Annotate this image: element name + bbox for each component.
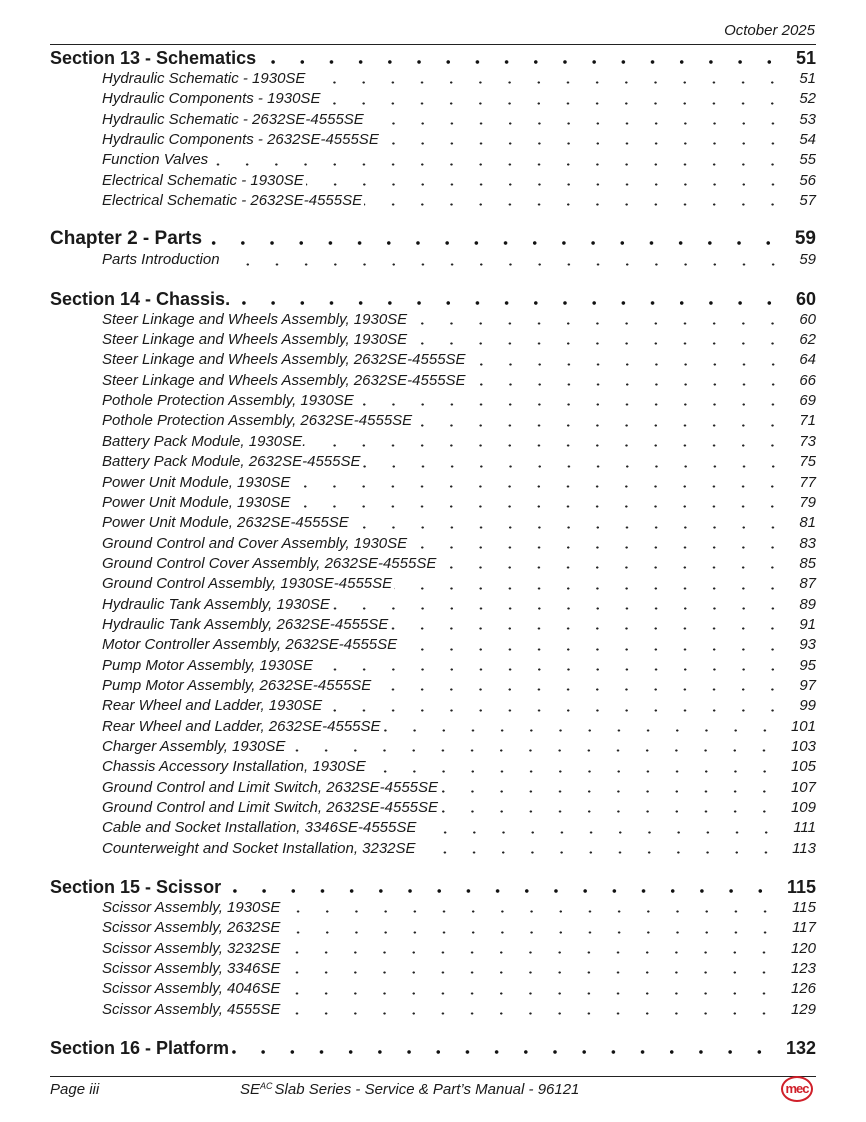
toc-entry-page: 107 (790, 778, 816, 796)
toc-entry-page: 53 (799, 110, 816, 128)
toc-entry-page: 129 (790, 1000, 816, 1018)
manual-superscript: AC (260, 1081, 273, 1091)
dot-leader (210, 150, 797, 170)
dot-leader (381, 130, 797, 150)
toc-entry[interactable] (50, 432, 816, 452)
toc-entry-title: Hydraulic Tank Assembly, 1930SE (102, 595, 330, 613)
toc-entry-page: 52 (799, 90, 816, 108)
dot-leader (223, 876, 785, 898)
section-heading-page: 132 (785, 1038, 816, 1059)
toc-entry-page: 56 (799, 171, 816, 189)
dot-leader (468, 350, 798, 370)
toc-entry-title: Scissor Assembly, 4555SE (102, 1000, 281, 1018)
dot-leader (366, 110, 798, 130)
toc-entry[interactable] (50, 371, 816, 391)
dot-leader (282, 939, 789, 959)
dot-leader (368, 757, 789, 777)
chapter-heading[interactable] (50, 228, 816, 250)
dot-leader (440, 778, 789, 798)
toc-entry-title: Function Valves (102, 151, 209, 169)
dot-leader (222, 250, 798, 270)
toc-entry-title: Pump Motor Assembly, 1930SE (102, 656, 313, 674)
section-heading-title: Section 13 - Schematics (50, 48, 257, 68)
toc-entry[interactable] (50, 110, 816, 130)
toc-entry-title: Electrical Schematic - 1930SE (102, 171, 304, 189)
dot-leader (231, 1037, 784, 1059)
footer-page-number: Page iii (50, 1081, 100, 1098)
toc-entry[interactable] (50, 615, 816, 635)
toc-entry[interactable] (50, 656, 816, 676)
toc-entry[interactable] (50, 959, 816, 979)
toc-entry-title: Ground Control and Limit Switch, 2632SE-4555SE (102, 778, 439, 796)
toc-entry[interactable] (50, 737, 816, 757)
toc-entry[interactable] (50, 89, 816, 109)
dot-leader (414, 411, 797, 431)
toc-entry-page: 77 (799, 473, 816, 491)
toc-entry-page: 81 (799, 514, 816, 532)
toc-entry-page: 113 (792, 839, 816, 857)
toc-entry-page: 111 (793, 819, 816, 837)
dot-leader (282, 1000, 789, 1020)
dot-leader (394, 574, 797, 594)
toc-entry-title: Steer Linkage and Wheels Assembly, 1930SE (102, 331, 408, 349)
toc-entry-page: 103 (790, 737, 816, 755)
toc-entry[interactable] (50, 696, 816, 716)
toc-entry-title: Chassis Accessory Installation, 1930SE (102, 758, 366, 776)
table-of-contents (50, 47, 816, 1059)
chapter-heading-title: Chapter 2 - Parts (50, 228, 203, 250)
toc-entry-page: 89 (799, 595, 816, 613)
dot-leader (306, 171, 798, 191)
dot-leader (409, 534, 797, 554)
dot-leader (383, 717, 789, 737)
toc-entry[interactable] (50, 150, 816, 170)
toc-entry[interactable] (50, 595, 816, 615)
dot-leader (292, 493, 797, 513)
dot-leader (282, 979, 789, 999)
toc-entry-page: 120 (790, 939, 816, 957)
toc-entry[interactable] (50, 939, 816, 959)
dot-leader (351, 513, 798, 533)
toc-entry-page: 117 (792, 919, 816, 937)
toc-entry-title: Rear Wheel and Ladder, 2632SE-4555SE (102, 717, 381, 735)
toc-entry[interactable] (50, 635, 816, 655)
toc-entry[interactable] (50, 250, 816, 270)
toc-entry-title: Ground Control and Cover Assembly, 1930SE (102, 534, 408, 552)
manual-prefix: SE (240, 1081, 261, 1098)
toc-entry-title: Pothole Protection Assembly, 2632SE-4555SE (102, 412, 413, 430)
section-heading-title: Section 16 - Platform (50, 1038, 230, 1059)
toc-entry[interactable] (50, 171, 816, 191)
toc-entry[interactable] (50, 534, 816, 554)
section-heading-title: Section 14 - Chassis. (50, 288, 231, 309)
toc-entry-page: 54 (799, 131, 816, 149)
toc-entry-page: 51 (799, 70, 816, 87)
toc-entry-page: 57 (799, 192, 816, 210)
section-heading[interactable] (50, 288, 816, 310)
header-rule (50, 44, 816, 45)
toc-entry-page: 97 (799, 676, 816, 694)
section-heading[interactable] (50, 47, 816, 69)
toc-entry-page: 79 (799, 493, 816, 511)
toc-entry-title: Cable and Socket Installation, 3346SE-4555SE (102, 819, 417, 837)
toc-entry-title: Power Unit Module, 1930SE (102, 473, 291, 491)
toc-entry-page: 95 (799, 656, 816, 674)
toc-entry-page: 71 (799, 412, 816, 430)
toc-entry-title: Scissor Assembly, 1930SE (102, 899, 281, 917)
dot-leader (399, 635, 797, 655)
toc-entry[interactable] (50, 676, 816, 696)
toc-entry-title: Power Unit Module, 2632SE-4555SE (102, 514, 349, 532)
section-heading-page: 51 (795, 48, 816, 68)
toc-entry[interactable] (50, 350, 816, 370)
toc-entry-title: Parts Introduction (102, 251, 220, 269)
dot-leader (409, 330, 797, 350)
toc-entry-page: 59 (799, 251, 816, 269)
toc-entry-title: Battery Pack Module, 1930SE. (102, 432, 307, 450)
toc-entry-page: 101 (790, 717, 816, 735)
toc-entry[interactable] (50, 757, 816, 777)
dot-leader (308, 432, 797, 452)
toc-entry-page: 66 (799, 371, 816, 389)
section-heading[interactable] (50, 876, 816, 898)
dot-leader (364, 191, 797, 211)
toc-entry-page: 126 (790, 980, 816, 998)
toc-entry[interactable] (50, 391, 816, 411)
toc-entry-title: Steer Linkage and Wheels Assembly, 2632SE-4555SE (102, 371, 466, 389)
manual-title: Slab Series - Service & Part’s Manual - 96121 (274, 1081, 580, 1098)
toc-entry-title: Motor Controller Assembly, 2632SE-4555SE (102, 636, 398, 654)
dot-leader (418, 839, 791, 859)
toc-entry-title: Electrical Schematic - 2632SE-4555SE (102, 192, 363, 210)
toc-entry-page: 62 (799, 331, 816, 349)
toc-entry-page: 73 (799, 432, 816, 450)
toc-entry[interactable] (50, 574, 816, 594)
toc-entry-title: Hydraulic Components - 1930SE (102, 90, 321, 108)
toc-entry-page: 91 (799, 615, 816, 633)
toc-entry[interactable] (50, 191, 816, 211)
toc-entry-title: Scissor Assembly, 3346SE (102, 960, 281, 978)
dot-leader (282, 918, 790, 938)
toc-entry-page: 105 (790, 758, 816, 776)
toc-entry-title: Hydraulic Schematic - 1930SE (102, 70, 306, 87)
toc-entry[interactable] (50, 839, 816, 859)
toc-entry[interactable] (50, 798, 816, 818)
toc-entry-title: Pump Motor Assembly, 2632SE-4555SE (102, 676, 372, 694)
toc-entry-page: 83 (799, 534, 816, 552)
header-date: October 2025 (724, 22, 815, 39)
toc-entry-title: Rear Wheel and Ladder, 1930SE (102, 697, 323, 715)
toc-entry[interactable] (50, 130, 816, 150)
dot-leader (390, 615, 797, 635)
dot-leader (332, 595, 797, 615)
footer-rule (50, 1076, 816, 1077)
toc-entry[interactable] (50, 979, 816, 999)
toc-entry[interactable] (50, 818, 816, 838)
toc-entry[interactable] (50, 69, 816, 89)
toc-entry[interactable] (50, 452, 816, 472)
dot-leader (292, 473, 797, 493)
toc-entry-page: 123 (790, 960, 816, 978)
toc-entry-page: 69 (799, 392, 816, 410)
dot-leader (315, 656, 797, 676)
mec-logo: mec (781, 1076, 813, 1102)
section-heading-title: Section 15 - Scissor (50, 877, 222, 898)
toc-entry-page: 115 (792, 899, 816, 917)
dot-leader (282, 898, 790, 918)
toc-entry-title: Power Unit Module, 1930SE (102, 493, 291, 511)
toc-entry-title: Steer Linkage and Wheels Assembly, 1930SE (102, 310, 408, 328)
dot-leader (282, 959, 789, 979)
footer-manual-title (240, 1080, 579, 1100)
toc-entry[interactable] (50, 717, 816, 737)
dot-leader (363, 452, 798, 472)
toc-entry-title: Scissor Assembly, 2632SE (102, 919, 281, 937)
toc-entry-title: Scissor Assembly, 4046SE (102, 980, 281, 998)
toc-entry[interactable] (50, 778, 816, 798)
dot-leader (440, 798, 789, 818)
toc-entry-page: 64 (799, 351, 816, 369)
dot-leader (204, 228, 793, 250)
toc-entry-title: Pothole Protection Assembly, 1930SE (102, 392, 354, 410)
toc-entry-page: 55 (799, 151, 816, 169)
dot-leader (438, 554, 797, 574)
toc-entry[interactable] (50, 310, 816, 330)
section-heading-page: 115 (786, 877, 816, 898)
toc-entry[interactable] (50, 898, 816, 918)
toc-entry-title: Ground Control and Limit Switch, 2632SE-4555SE (102, 799, 439, 816)
dot-leader (356, 391, 798, 411)
toc-entry[interactable] (50, 473, 816, 493)
dot-leader (373, 676, 797, 696)
toc-entry[interactable] (50, 554, 816, 574)
dot-leader (418, 818, 791, 838)
toc-entry-title: Hydraulic Schematic - 2632SE-4555SE (102, 110, 364, 128)
dot-leader (287, 737, 789, 757)
toc-entry-page: 85 (799, 554, 816, 572)
section-heading-page: 60 (795, 288, 816, 309)
dot-leader (322, 89, 797, 109)
toc-entry-page: 75 (799, 453, 816, 471)
toc-entry-title: Ground Control Cover Assembly, 2632SE-4555SE (102, 554, 437, 572)
toc-entry[interactable] (50, 1000, 816, 1020)
toc-entry-page: 93 (799, 636, 816, 654)
toc-entry-title: Charger Assembly, 1930SE (102, 737, 286, 755)
toc-entry-page: 99 (799, 697, 816, 715)
dot-leader (307, 69, 797, 89)
toc-entry-title: Battery Pack Module, 2632SE-4555SE (102, 453, 361, 471)
toc-entry-title: Counterweight and Socket Installation, 3232SE (102, 839, 416, 857)
toc-entry-title: Ground Control Assembly, 1930SE-4555SE (102, 575, 393, 593)
toc-entry-page: 60 (799, 310, 816, 328)
toc-entry-title: Steer Linkage and Wheels Assembly, 2632SE-4555SE (102, 351, 466, 369)
dot-leader (232, 288, 794, 310)
dot-leader (409, 310, 797, 330)
toc-entry-title: Hydraulic Components - 2632SE-4555SE (102, 131, 379, 149)
toc-entry[interactable] (50, 493, 816, 513)
dot-leader (324, 696, 797, 716)
toc-entry-title: Scissor Assembly, 3232SE (102, 939, 281, 957)
toc-entry-title: Hydraulic Tank Assembly, 2632SE-4555SE (102, 615, 389, 633)
section-heading[interactable] (50, 1037, 816, 1059)
dot-leader (258, 47, 794, 69)
toc-entry[interactable] (50, 411, 816, 431)
chapter-heading-page: 59 (794, 228, 816, 250)
toc-entry[interactable] (50, 513, 816, 533)
toc-entry-page: 109 (790, 799, 816, 816)
toc-entry[interactable] (50, 330, 816, 350)
toc-entry[interactable] (50, 918, 816, 938)
dot-leader (468, 371, 798, 391)
toc-entry-page: 87 (799, 575, 816, 593)
